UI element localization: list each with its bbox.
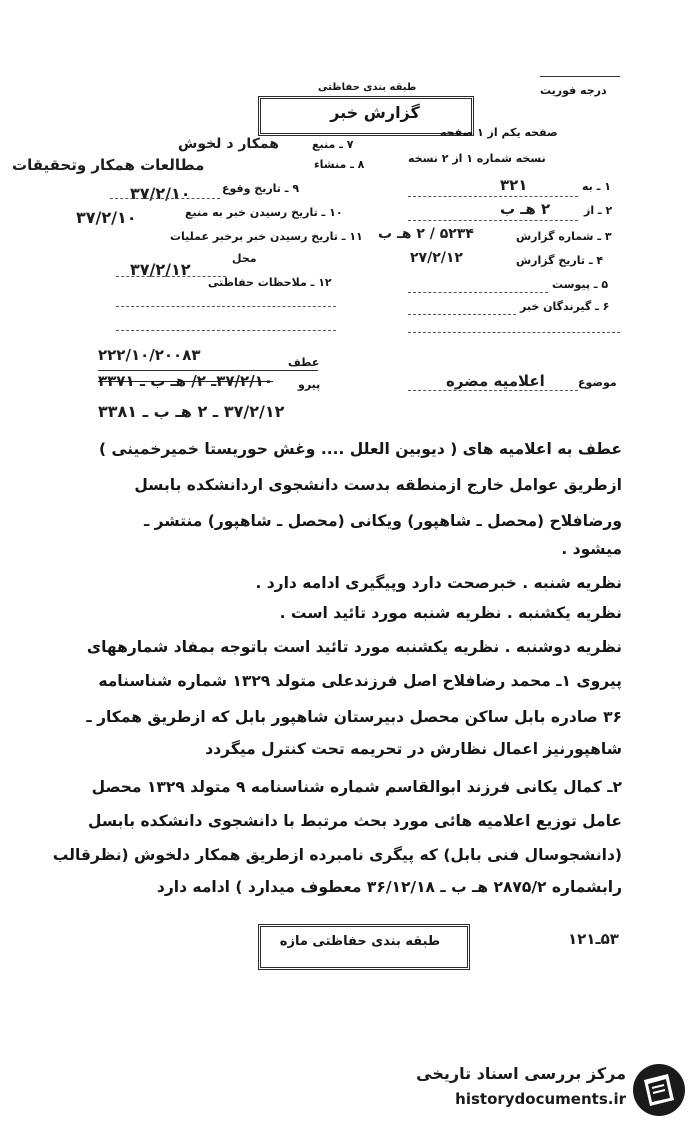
reference-line-divider xyxy=(98,370,318,371)
field-source-label: ۷ ـ منبع xyxy=(312,138,354,151)
body-line-10: شاهپورنیز اعمال نظارش در تحریمه تحت کنترل میگردد xyxy=(205,740,622,758)
dotted-line xyxy=(408,332,620,333)
page-count-label: صفحه یکم از ۱ صفحه xyxy=(440,126,558,139)
body-line-7: نظریه دوشنبه . نظریه یکشنبه مورد تائید است باتوجه بمفاد شمارههای xyxy=(86,638,622,656)
recipient-label: ۱ ـ به xyxy=(582,180,611,193)
reference-line-1: ۲۲۲/۱۰/۲۰۰۸۳ xyxy=(98,346,201,364)
body-line-8: پیروی ۱ـ محمد رضافلاح اصل فرزندعلی متولد ۱۳۲۹ شماره شناسنامه xyxy=(98,672,622,690)
dotted-line xyxy=(408,220,578,221)
body-line-2: ازطریق عوامل خارج ازمنطقه بدست دانشجوی اردانشکده بابسل xyxy=(134,476,622,494)
recipients-label: ۶ ـ گیرندگان خبر xyxy=(520,300,610,313)
field-security-notes-label: ۱۲ ـ ملاحظات حفاظتی xyxy=(208,276,332,289)
report-number-label: ۳ ـ شماره گزارش xyxy=(516,230,612,243)
field-ops-received-value: ۳۷/۲/۱۲ xyxy=(130,260,191,279)
dotted-line xyxy=(110,198,220,199)
field-source-received-value: ۳۷/۲/۱۰ xyxy=(76,208,137,227)
copy-number-label: نسخه شماره ۱ از ۲ نسخه xyxy=(408,152,546,165)
subject-label: موضوع xyxy=(578,376,617,389)
urgency-line xyxy=(540,76,620,77)
report-title: گزارش خبر xyxy=(330,103,420,122)
subject-value: اعلامیه مضره xyxy=(446,372,545,390)
field-location-label: محل xyxy=(232,252,257,265)
sender-value: ۲ هـ ب xyxy=(500,200,551,218)
body-line-5: نظریه شنبه . خبرصحت دارد وپیگیری ادامه دارد . xyxy=(255,574,622,592)
field-source-received-label: ۱۰ ـ تاریخ رسیدن خبر به منبع xyxy=(185,206,343,219)
body-line-4: میشود . xyxy=(561,540,622,558)
dotted-line xyxy=(116,306,336,307)
reference-line-2: ۳۷/۲/۱۰ـ ۲/ هـ ب ـ ۳۳۷۱ xyxy=(98,372,273,390)
dotted-line xyxy=(408,292,548,293)
document-serial: ۵۳ـ۱۲۱ xyxy=(568,930,619,948)
dotted-line xyxy=(408,196,578,197)
report-number-value: ۵۲۳۴ / ۲ هـ ب xyxy=(378,226,474,242)
attachment-label: ۵ ـ پیوست xyxy=(552,278,609,291)
body-line-9: ۳۶ صادره بابل ساکن محصل دبیرستان شاهپور بابل که ازطریق همکار ـ xyxy=(86,708,622,726)
body-line-1: عطف به اعلامیه های ( دیوبین العلل .... وغش حوریستا خمیرخمینی ) xyxy=(99,440,622,458)
bottom-stamp-text: طبقه بندی حفاظتی مازه xyxy=(279,934,441,949)
footer-org-name: مرکز بررسی اسناد تاریخی xyxy=(416,1064,626,1083)
body-line-11: ۲ـ کمال یکانی فرزند ابوالقاسم شماره شناسنامه ۹ متولد ۱۳۲۹ محصل xyxy=(91,778,622,796)
report-date-label: ۴ ـ تاریخ گزارش xyxy=(516,254,604,267)
body-line-14: رابشماره ۲۸۷۵/۲ هـ ب ـ ۳۶/۱۲/۱۸ معطوف میدارد ) ادامه دارد xyxy=(156,878,622,896)
field-origin-label: ۸ ـ منشاء xyxy=(314,158,365,171)
report-date-value: ۲۷/۲/۱۲ xyxy=(410,250,463,266)
field-occurrence-date-label: ۹ ـ تاریخ وقوع xyxy=(222,182,300,195)
reference-atf-label: عطف xyxy=(288,356,320,369)
footer-website: historydocuments.ir xyxy=(455,1090,626,1108)
dotted-line xyxy=(408,390,578,391)
classification-label: طبقه بندی حفاظتی xyxy=(318,82,417,93)
sender-label: ۲ ـ از xyxy=(584,204,613,217)
body-line-6: نظریه یکشنبه . نظریه شنبه مورد تائید است . xyxy=(279,604,622,622)
field-ops-received-label: ۱۱ ـ تاریخ رسیدن خبر برخبر عملیات xyxy=(170,230,363,243)
body-line-12: عامل توزیع اعلامیه هائی مورد بحث مرتبط با دانشجوی دانشکده بابسل xyxy=(88,812,622,830)
dotted-line xyxy=(116,330,336,331)
dotted-line xyxy=(408,314,516,315)
field-origin-value: مطالعات همکار وتحقیقات xyxy=(12,156,205,174)
recipient-value: ۳۲۱ xyxy=(500,176,528,194)
body-line-13: (دانشجوسال فنی بابل) که پیگری نامبرده ازطریق همکار دلخوش (نظرقالب xyxy=(52,846,622,864)
archive-logo-icon xyxy=(630,1062,688,1118)
reference-line-3: ۳۷/۲/۱۲ ـ ۲ هـ ب ـ ۳۳۸۱ xyxy=(98,402,285,421)
field-source-value: همکار د لخوش xyxy=(178,136,279,152)
urgency-label: درجه فوریت xyxy=(540,84,607,97)
field-occurrence-date-value: ۳۷/۲/۱۰ xyxy=(130,184,191,203)
body-line-3: ورضافلاح (محصل ـ شاهپور) ویکانی (محصل ـ شاهپور) منتشر ـ xyxy=(143,512,622,530)
reference-peiro-label: پیرو xyxy=(298,378,321,391)
